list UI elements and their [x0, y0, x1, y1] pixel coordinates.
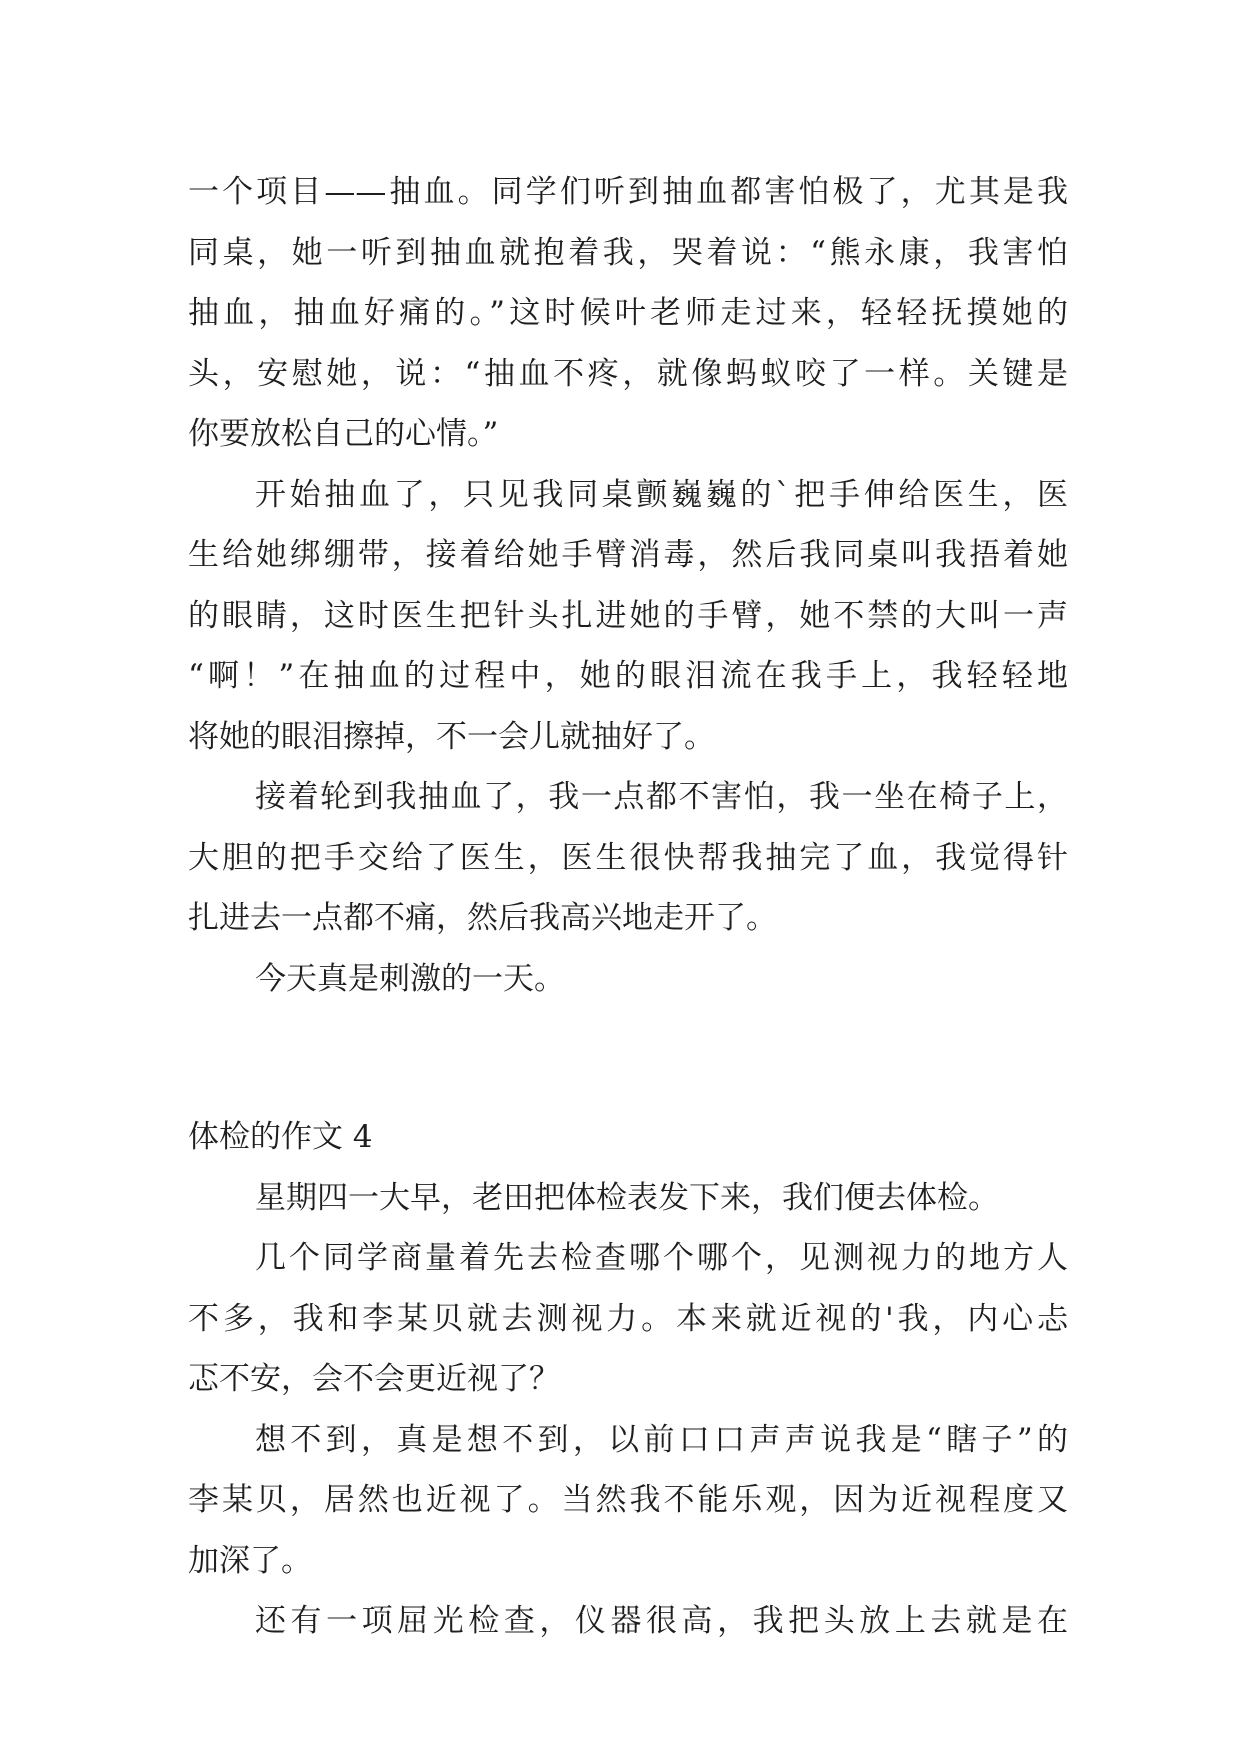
text-line: 大胆的把手交给了医生，医生很快帮我抽完了血，我觉得针 [188, 839, 1068, 876]
paragraph [188, 1168, 1068, 1229]
paragraph [188, 767, 1068, 949]
paragraph [188, 1410, 1068, 1592]
text-line: 不多，我和李某贝就去测视力。本来就近视的'我，内心忐 [188, 1300, 1068, 1337]
text-line: “啊！”在抽血的过程中，她的眼泪流在我手上，我轻轻地 [188, 658, 1068, 694]
document-body [188, 162, 1068, 1652]
text-line: 今天真是刺激的一天。 [255, 960, 565, 997]
essay-title: 体检的作文 4 [188, 1119, 373, 1155]
text-line: 接着轮到我抽血了，我一点都不害怕，我一坐在椅子上， [255, 779, 1068, 815]
section-gap [188, 1009, 1068, 1107]
paragraph [188, 465, 1068, 768]
paragraph [188, 949, 1068, 1010]
paragraph [188, 162, 1068, 465]
paragraph [188, 1591, 1068, 1652]
text-line: 星期四一大早，老田把体检表发下来，我们便去体检。 [255, 1179, 999, 1216]
text-line: 开始抽血了，只见我同桌颤巍巍的`把手伸给医生，医 [255, 476, 1068, 513]
text-line: 还有一项屈光检查，仪器很高，我把头放上去就是在 [255, 1603, 1068, 1639]
text-line: 扎进去一点都不痛，然后我高兴地走开了。 [188, 900, 777, 936]
text-line: 的眼睛，这时医生把针头扎进她的手臂，她不禁的大叫一声 [188, 597, 1068, 634]
text-line: 加深了。 [188, 1542, 312, 1579]
paragraph [188, 1228, 1068, 1410]
text-line: 抽血，抽血好痛的。”这时候叶老师走过来，轻轻抚摸她的 [188, 295, 1068, 331]
text-line: 李某贝，居然也近视了。当然我不能乐观，因为近视程度又 [188, 1482, 1068, 1518]
text-line: 将她的眼泪擦掉，不一会儿就抽好了。 [188, 718, 715, 755]
text-line: 一个项目——抽血。同学们听到抽血都害怕极了，尤其是我 [188, 174, 1068, 210]
text-line: 想不到，真是想不到，以前口口声声说我是“瞎子”的 [255, 1421, 1068, 1458]
text-line: 同桌，她一听到抽血就抱着我，哭着说：“熊永康，我害怕 [188, 234, 1068, 271]
text-line: 生给她绑绷带，接着给她手臂消毒，然后我同桌叫我捂着她 [188, 537, 1068, 573]
text-line: 几个同学商量着先去检查哪个哪个，见测视力的地方人 [255, 1240, 1068, 1276]
text-line: 忑不安，会不会更近视了？ [188, 1361, 560, 1397]
text-line: 头，安慰她，说：“抽血不疼，就像蚂蚁咬了一样。关键是 [188, 355, 1068, 392]
text-line: 你要放松自己的心情。” [188, 416, 499, 452]
